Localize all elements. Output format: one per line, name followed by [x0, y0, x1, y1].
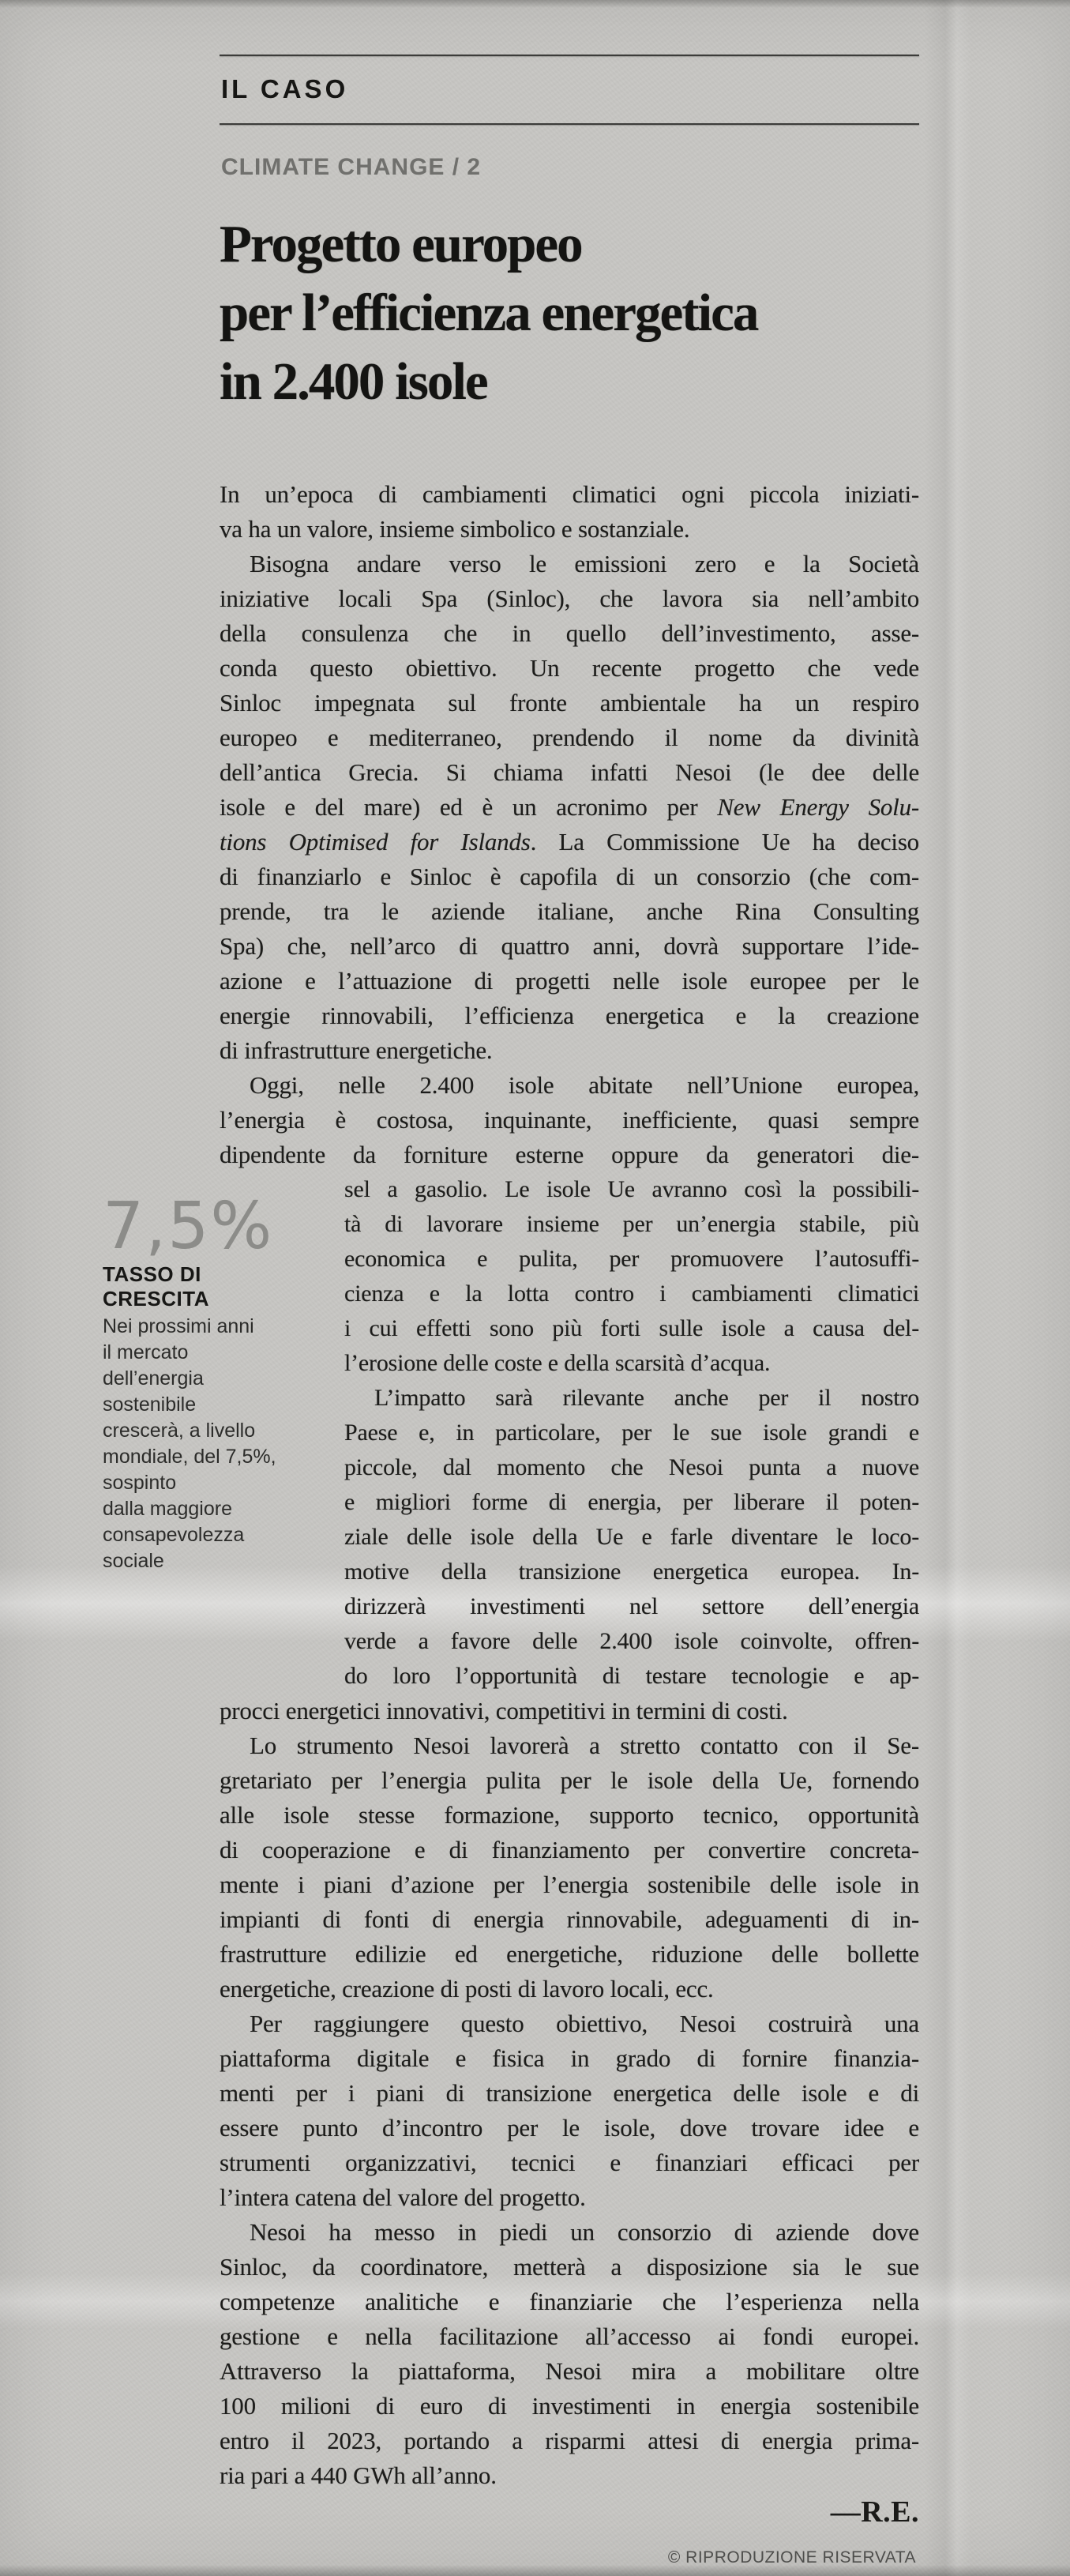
- headline-line: Progetto europeo: [220, 215, 582, 273]
- article-line: Sinloc, da coordinatore, metterà a disposizione sia le sue: [220, 2253, 919, 2281]
- kicker: CLIMATE CHANGE / 2: [221, 154, 482, 180]
- article-line: di finanziarlo e Sinloc è capofila di un consorzio (che com-: [220, 863, 919, 890]
- article-line: dell’antica Grecia. Si chiama infatti Nesoi (le dee delle: [220, 758, 919, 786]
- article-line: motive della transizione energetica europea. In-: [344, 1559, 919, 1585]
- stat-note: [103, 1314, 344, 1574]
- article-line: L’impatto sarà rilevante anche per il nostro: [374, 1385, 919, 1411]
- article-line: dipendente da forniture esterne oppure da generatori die-: [220, 1141, 919, 1168]
- article-line: energetiche, creazione di posti di lavoro locali, ecc.: [220, 1975, 714, 2003]
- stat-note-line: sostenibile: [103, 1393, 197, 1416]
- stat-value: 7,5%: [103, 1189, 274, 1264]
- article-line: do loro l’opportunità di testare tecnologie e ap-: [344, 1663, 919, 1689]
- article-line: prende, tra le aziende italiane, anche Rina Consulting: [220, 897, 919, 925]
- section-rule: [220, 123, 919, 125]
- article-line: ziale delle isole della Ue e farle diventare le loco-: [344, 1524, 919, 1550]
- article-line: In un’epoca di cambiamenti climatici ogni piccola iniziati-: [220, 480, 919, 508]
- article-line: iniziative locali Spa (Sinloc), che lavora sia nell’ambito: [220, 585, 919, 612]
- article-line: Spa) che, nell’arco di quattro anni, dovrà supportare l’ide-: [220, 932, 919, 960]
- top-rule: [220, 55, 919, 56]
- article-line: 100 milioni di euro di investimenti in energia sostenibile: [220, 2392, 919, 2420]
- article-line: di cooperazione e di finanziamento per convertire concreta-: [220, 1836, 919, 1863]
- article-line: frastrutture edilizie ed energetiche, riduzione delle bollette: [220, 1940, 919, 1968]
- article-line: strumenti organizzativi, tecnici e finanziari efficaci per: [220, 2149, 919, 2176]
- section-label: IL CASO: [221, 74, 349, 103]
- stat-label-line: TASSO DI: [103, 1262, 201, 1286]
- stat-label-line: CRESCITA: [103, 1287, 209, 1311]
- stat-note-line: consapevolezza: [103, 1524, 245, 1546]
- article-line: Nesoi ha messo in piedi un consorzio di aziende dove: [250, 2218, 919, 2246]
- article-line: Sinloc impegnata sul fronte ambientale ha un respiro: [220, 689, 919, 716]
- copyright-notice: © RIPRODUZIONE RISERVATA: [667, 2548, 916, 2567]
- stat-note-line: dalla maggiore: [103, 1498, 232, 1520]
- stat-note-line: crescerà, a livello: [103, 1420, 256, 1442]
- article-line: azione e l’attuazione di progetti nelle isole europee per le: [220, 967, 919, 995]
- article-line: conda questo obiettivo. Un recente progetto che vede: [220, 654, 919, 682]
- body-section-2: [344, 1172, 919, 1694]
- article-line: l’intera catena del valore del progetto.: [220, 2183, 586, 2211]
- body-section-1: [220, 477, 919, 1172]
- article-line: alle isole stesse formazione, supporto tecnico, opportunità: [220, 1801, 919, 1829]
- headline: [220, 210, 919, 416]
- article-line: essere punto d’incontro per le isole, dove trovare idee e: [220, 2114, 919, 2142]
- article-line: tà di lavorare insieme per un’energia stabile, più: [344, 1211, 919, 1237]
- article-line: mente i piani d’azione per l’energia sostenibile delle isole in: [220, 1871, 919, 1898]
- stat-note-line: sociale: [103, 1550, 164, 1572]
- article-line: menti per i piani di transizione energetica delle isole e di: [220, 2079, 919, 2107]
- stat-label: [103, 1262, 344, 1311]
- article-line: Oggi, nelle 2.400 isole abitate nell’Unione europea,: [250, 1071, 919, 1099]
- article-line: gretariato per l’energia pulita per le isole della Ue, fornendo: [220, 1766, 919, 1794]
- article-line: di infrastrutture energetiche.: [220, 1036, 493, 1064]
- body-section-3: [220, 1694, 919, 2493]
- article-line: l’erosione delle coste e della scarsità d’acqua.: [344, 1350, 771, 1376]
- headline-line: per l’efficienza energetica: [220, 284, 758, 342]
- article-line: gestione e nella facilitazione all’accesso ai fondi europei.: [220, 2322, 919, 2350]
- stat-note-line: mondiale, del 7,5%,: [103, 1446, 276, 1468]
- article-line: Bisogna andare verso le emissioni zero e la Società: [250, 550, 919, 577]
- stat-note-line: Nei prossimi anni: [103, 1315, 254, 1337]
- stat-callout: [103, 1191, 344, 1574]
- article-line: economica e pulita, per promuovere l’autosuffi-: [344, 1246, 919, 1272]
- article-line: Lo strumento Nesoi lavorerà a stretto contatto con il Se-: [250, 1732, 919, 1759]
- article-line: della consulenza che in quello dell’investimento, asse-: [220, 619, 919, 647]
- article-line: ria pari a 440 GWh all’anno.: [220, 2461, 497, 2489]
- article-line: entro il 2023, portando a risparmi attesi di energia prima-: [220, 2427, 919, 2454]
- article-line: e migliori forme di energia, per liberare il poten-: [344, 1489, 919, 1515]
- article-line: verde a favore delle 2.400 isole coinvolte, offren-: [344, 1628, 919, 1654]
- article-line: tions Optimised for Islands. La Commissione Ue ha deciso: [220, 828, 919, 856]
- stat-note-line: dell’energia: [103, 1367, 204, 1390]
- article-line: Paese e, in particolare, per le sue isole grandi e: [344, 1420, 919, 1446]
- article-line: Attraverso la piattaforma, Nesoi mira a mobilitare oltre: [220, 2357, 919, 2385]
- article-line: Per raggiungere questo obiettivo, Nesoi costruirà una: [250, 2010, 919, 2037]
- article-line: cienza e la lotta contro i cambiamenti climatici: [344, 1280, 919, 1307]
- article-line: piattaforma digitale e fisica in grado di fornire finanzia-: [220, 2044, 919, 2072]
- body-section-2-wrap: [103, 1172, 919, 1694]
- stat-note-line: il mercato: [103, 1341, 189, 1363]
- article-line: i cui effetti sono più forti sulle isole a causa del-: [344, 1315, 919, 1341]
- headline-line: in 2.400 isole: [220, 352, 487, 411]
- byline: —R.E.: [830, 2495, 919, 2529]
- article-line: competenze analitiche e finanziarie che l’esperienza nella: [220, 2288, 919, 2315]
- article-line: dirizzerà investimenti nel settore dell’energia: [344, 1593, 919, 1619]
- article-line: va ha un valore, insieme simbolico e sostanziale.: [220, 515, 690, 543]
- article-line: procci energetici innovativi, competitivi in termini di costi.: [220, 1697, 788, 1724]
- article-line: l’energia è costosa, inquinante, inefficiente, quasi sempre: [220, 1106, 919, 1134]
- article-line: isole e del mare) ed è un acronimo per New Energy Solu-: [220, 793, 919, 821]
- stat-note-line: sospinto: [103, 1472, 177, 1494]
- article-line: energie rinnovabili, l’efficienza energetica e la creazione: [220, 1002, 919, 1029]
- article-line: piccole, dal momento che Nesoi punta a nuove: [344, 1454, 919, 1480]
- article-line: europeo e mediterraneo, prendendo il nome da divinità: [220, 724, 919, 751]
- article-line: impianti di fonti di energia rinnovabile, adeguamenti di in-: [220, 1905, 919, 1933]
- article-line: sel a gasolio. Le isole Ue avranno così la possibili-: [344, 1176, 919, 1202]
